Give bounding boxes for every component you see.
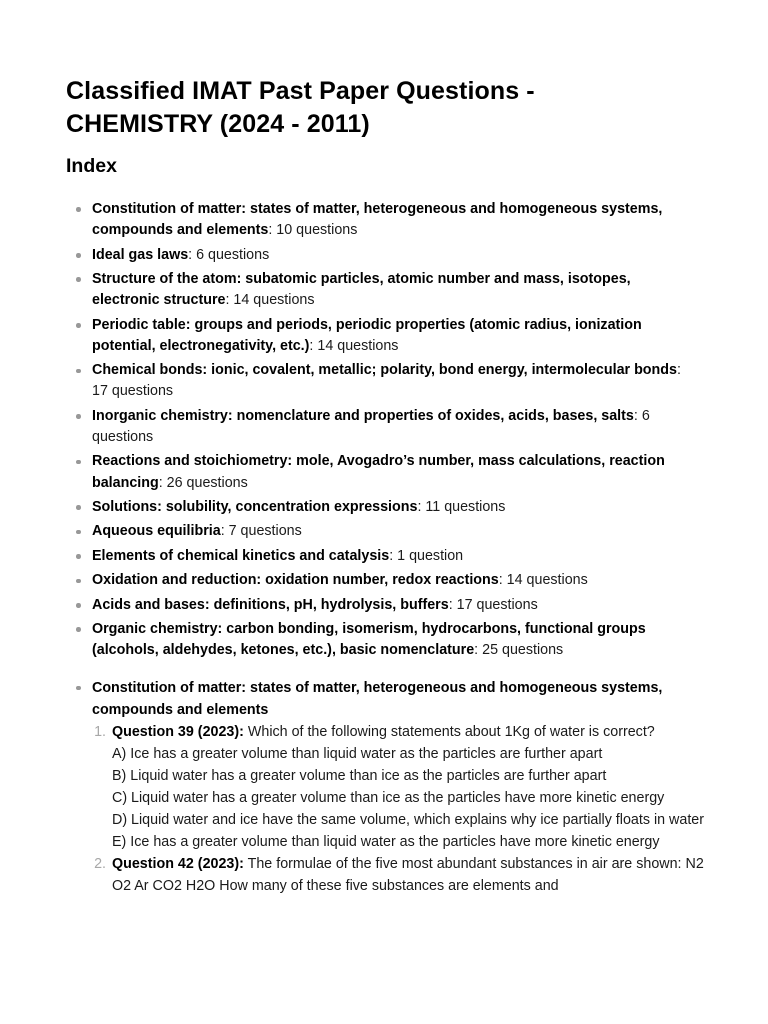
bullet-icon	[76, 603, 81, 608]
index-topic: Inorganic chemistry: nomenclature and properties of oxides, acids, bases, salts	[92, 407, 634, 424]
index-topic: Organic chemistry: carbon bonding, isomerism, hydrocarbons, functional groups (alcohols, aldehydes, ketones, etc.), basic nomenclature	[92, 620, 646, 659]
answer-option: D) Liquid water and ice have the same volume, which explains why ice partially floats in water	[112, 812, 705, 829]
index-topic: Solutions: solubility, concentration expressions	[92, 498, 418, 515]
index-count: : 6 questions	[92, 407, 650, 445]
bullet-icon	[76, 253, 81, 258]
bullet-icon	[76, 686, 81, 691]
index-item	[66, 595, 696, 616]
question-text	[112, 853, 712, 897]
question-label: Question 42 (2023):	[112, 856, 244, 873]
index-count: : 6 questions	[188, 246, 270, 263]
section-list	[66, 677, 728, 897]
index-count: : 17 questions	[92, 362, 681, 400]
bullet-icon	[76, 554, 81, 559]
bullet-icon	[76, 627, 81, 632]
index-item	[66, 315, 696, 357]
index-topic: Periodic table: groups and periods, periodic properties (atomic radius, ionization potential, electronegativity, etc.)	[92, 316, 642, 354]
section-topic: Constitution of matter: states of matter, heterogeneous and homogeneous systems, compounds and elements	[92, 680, 663, 719]
index-item	[66, 199, 696, 241]
bullet-icon	[76, 505, 81, 510]
index-item	[66, 546, 696, 567]
index-count: : 14 questions	[309, 337, 399, 354]
bullet-icon	[76, 414, 81, 419]
index-topic: Oxidation and reduction: oxidation number, redox reactions	[92, 572, 499, 589]
index-item	[66, 245, 696, 266]
index-count: : 7 questions	[220, 523, 302, 540]
index-heading: Index	[66, 155, 117, 177]
document-title: Classified IMAT Past Paper Questions - CHEMISTRY (2024 - 2011)	[66, 77, 535, 138]
answer-option: C) Liquid water has a greater volume than ice as the particles have more kinetic energy	[112, 790, 665, 807]
index-item	[66, 406, 696, 448]
index-count: : 25 questions	[474, 642, 564, 659]
index-item	[66, 451, 696, 493]
index-count: : 10 questions	[268, 222, 358, 239]
answer-option: B) Liquid water has a greater volume than ice as the particles are further apart	[112, 768, 607, 785]
index-item	[66, 619, 696, 661]
bullet-icon	[76, 530, 81, 535]
question-item	[92, 721, 712, 853]
answer-option: E) Ice has a greater volume than liquid water as the particles have more kinetic energy	[112, 834, 660, 851]
index-topic: Structure of the atom: subatomic particles, atomic number and mass, isotopes, electronic structure	[92, 270, 631, 309]
index-topic: Constitution of matter: states of matter, heterogeneous and homogeneous systems, compounds and elements	[92, 201, 663, 239]
index-item	[66, 521, 696, 542]
index-topic: Acids and bases: definitions, pH, hydrolysis, buffers	[92, 596, 449, 613]
question-text	[112, 721, 712, 743]
index-item	[66, 497, 696, 518]
index-count: : 26 questions	[158, 474, 248, 491]
bullet-icon	[76, 277, 81, 282]
answer-option: A) Ice has a greater volume than liquid water as the particles are further apart	[112, 746, 603, 763]
index-count: : 11 questions	[417, 498, 506, 515]
index-count: : 1 question	[389, 547, 464, 564]
question-item	[92, 853, 712, 897]
bullet-icon	[76, 369, 81, 374]
index-count: : 14 questions	[498, 572, 588, 589]
index-item	[66, 360, 696, 402]
question-number: 2.	[94, 856, 106, 873]
index-count: : 17 questions	[448, 596, 538, 613]
index-topic: Chemical bonds: ionic, covalent, metallic; polarity, bond energy, intermolecular bonds	[92, 362, 677, 379]
index-count: : 14 questions	[225, 292, 315, 309]
question-body: The formulae of the five most abundant substances in air are shown: N2 O2 Ar CO2 H2O How many of these five substances are elements and	[112, 856, 704, 895]
index-topic: Reactions and stoichiometry: mole, Avogadro’s number, mass calculations, reaction balancing	[92, 453, 665, 491]
question-label: Question 39 (2023):	[112, 724, 244, 741]
question-list	[92, 721, 716, 897]
section-item	[66, 677, 716, 897]
index-item	[66, 269, 696, 311]
index-item	[66, 570, 696, 591]
question-number: 1.	[94, 724, 106, 741]
bullet-icon	[76, 579, 81, 584]
index-topic: Ideal gas laws	[92, 246, 189, 263]
bullet-icon	[76, 460, 81, 465]
question-body: Which of the following statements about 1Kg of water is correct?	[247, 724, 655, 741]
bullet-icon	[76, 323, 81, 328]
index-topic: Elements of chemical kinetics and catalysis	[92, 547, 390, 564]
bullet-icon	[76, 207, 81, 212]
index-list	[66, 199, 728, 661]
index-topic: Aqueous equilibria	[92, 523, 221, 540]
